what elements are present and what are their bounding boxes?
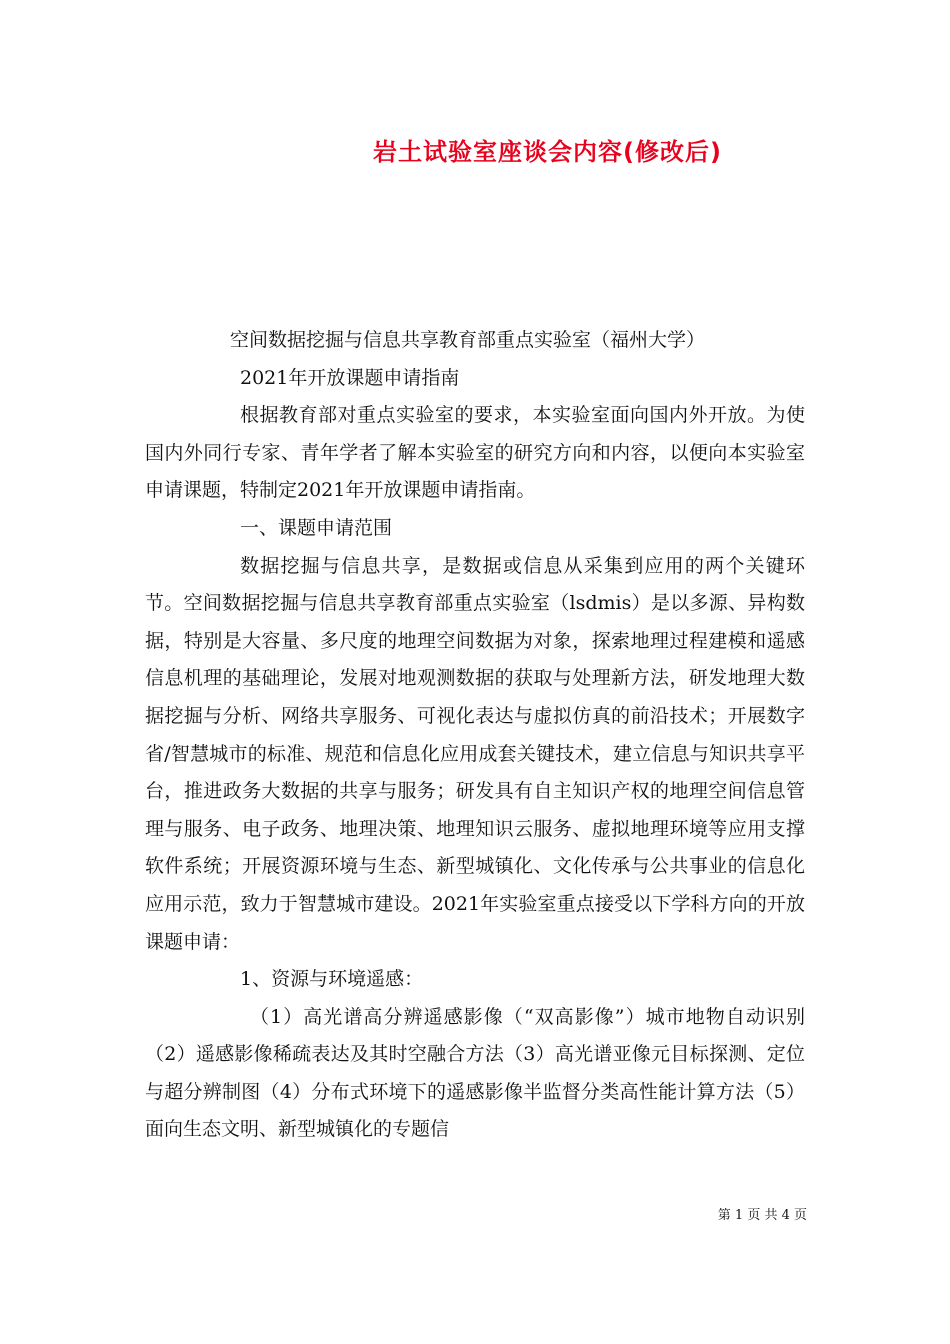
lab-heading: 空间数据挖掘与信息共享教育部重点实验室（福州大学） <box>230 329 706 351</box>
topics-paragraph: （1）高光谱高分辨遥感影像（“双高影像”）城市地物自动识别（2）遥感影像稀疏表达及其时空融合方法（3）高光谱亚像元目标探测、定位与超分辨制图（4）分布式环境下的遥感影像半监督分类高性能计算方法（5）面向生态文明、新型城镇化的专题信 <box>145 1005 805 1141</box>
scope-paragraph: 数据挖掘与信息共享，是数据或信息从采集到应用的两个关键环节。空间数据挖掘与信息共享教育部重点实验室（lsdmis）是以多源、异构数据，特别是大容量、多尺度的地理空间数据为对象，探索地理过程建模和遥感信息机理的基础理论，发展对地观测数据的获取与处理新方法，研发地理大数据挖掘与分析、网络共享服务、可视化表达与虚拟仿真的前沿技术；开展数字省/智慧城市的标准、规范和信息化应用成套关键技术，建立信息与知识共享平台，推进政务大数据的共享与服务；研发具有自主知识产权的地理空间信息管理与服务、电子政务、地理决策、地理知识云服务、虚拟地理环境等应用支撑软件系统；开展资源环境与生态、新型城镇化、文化传承与公共事业的信息化应用示范，致力于智慧城市建设。2021年实验室重点接受以下学科方向的开放课题申请： <box>145 554 805 953</box>
page-number: 第 1 页 共 4 页 <box>717 1208 807 1223</box>
guide-heading: 2021年开放课题申请指南 <box>240 366 460 389</box>
section-heading-scope: 一、课题申请范围 <box>240 516 393 539</box>
subsection-heading-remote-sensing: 1、资源与环境遥感： <box>240 968 424 991</box>
document-title: 岩土试验室座谈会内容(修改后) <box>373 138 722 166</box>
intro-paragraph: 根据教育部对重点实验室的要求，本实验室面向国内外开放。为使国内外同行专家、青年学者了解本实验室的研究方向和内容，以便向本实验室申请课题，特制定2021年开放课题申请指南。 <box>145 404 805 502</box>
document-body <box>145 322 805 1149</box>
